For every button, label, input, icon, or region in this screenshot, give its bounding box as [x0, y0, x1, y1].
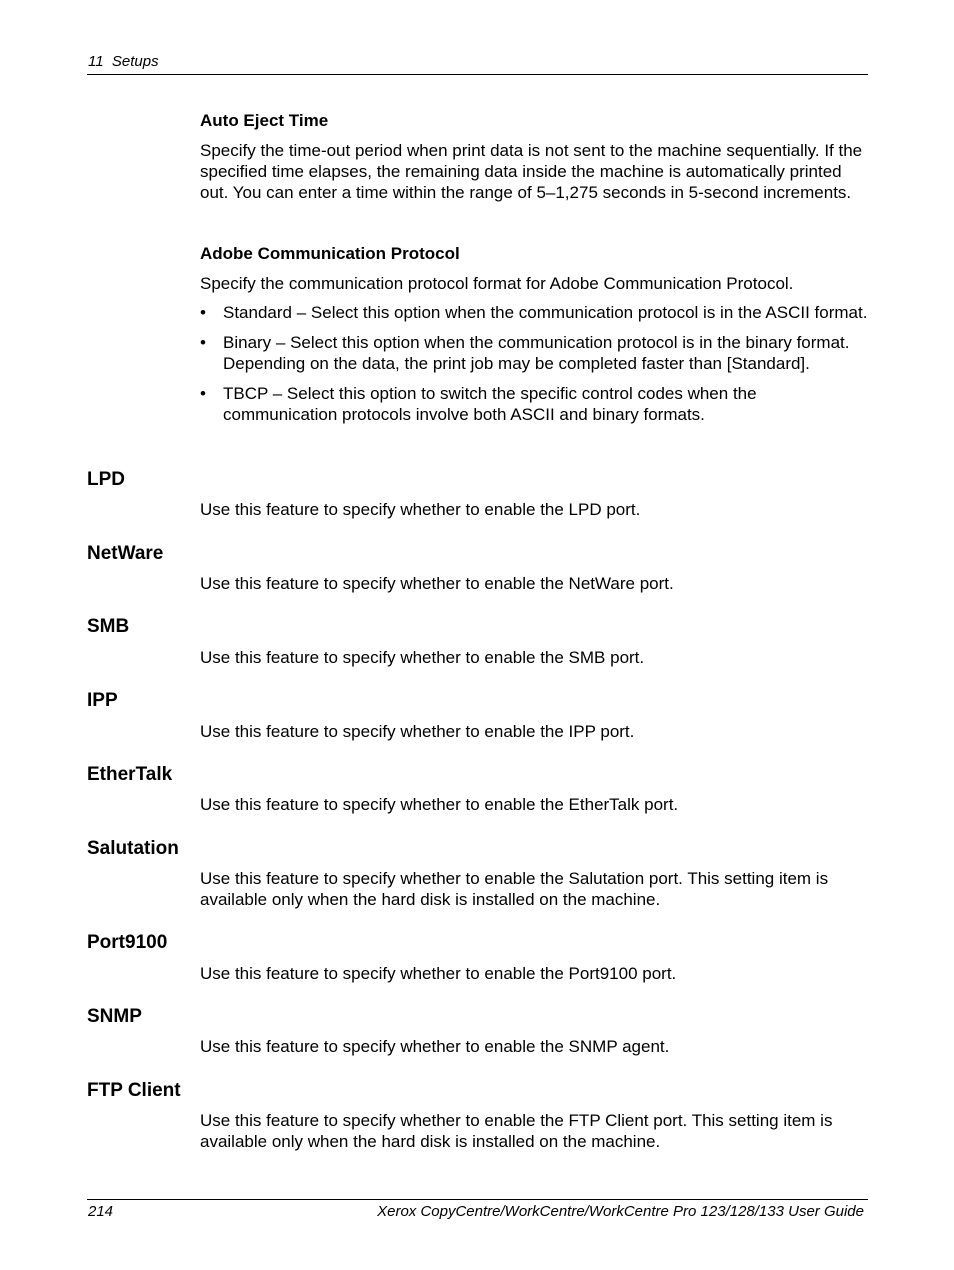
- subsection-adobe-protocol: [200, 243, 868, 294]
- bullet-icon: •: [200, 333, 206, 352]
- subsection-text: Specify the time-out period when print data is not sent to the machine sequentially. If the specified time elapses, the remaining data inside the machine is automatically printed out. You can enter a time within the range of 5–1,275 seconds in 5-second increments.: [200, 141, 863, 202]
- section-title-port9100: Port9100: [87, 932, 168, 953]
- section-text-salutation: Use this feature to specify whether to enable the Salutation port. This setting item is available only when the hard disk is installed on the machine.: [200, 869, 829, 909]
- protocol-options-list: [200, 302, 868, 434]
- list-item: [200, 332, 868, 374]
- page-header: [87, 52, 868, 75]
- section-title-lpd: LPD: [87, 469, 125, 490]
- section-text-netware: Use this feature to specify whether to enable the NetWare port.: [200, 574, 674, 593]
- section-title-salutation: Salutation: [87, 838, 179, 859]
- list-item-text: Binary – Select this option when the communication protocol is in the binary format. Depending on the data, the print job may be completed faster than [Standard].: [223, 333, 850, 373]
- bullet-icon: •: [200, 303, 206, 322]
- guide-title: Xerox CopyCentre/WorkCentre/WorkCentre Pro 123/128/133 User Guide: [377, 1203, 864, 1220]
- section-title-snmp: SNMP: [87, 1006, 142, 1027]
- subsection-title: Adobe Communication Protocol: [200, 244, 460, 263]
- list-item: [200, 302, 868, 323]
- subsection-title: Auto Eject Time: [200, 111, 329, 130]
- chapter-title: 11 Setups: [88, 53, 159, 70]
- list-item: [200, 383, 868, 425]
- section-text-smb: Use this feature to specify whether to enable the SMB port.: [200, 648, 645, 667]
- section-title-smb: SMB: [87, 616, 130, 637]
- section-text-snmp: Use this feature to specify whether to enable the SNMP agent.: [200, 1037, 670, 1056]
- section-text-lpd: Use this feature to specify whether to enable the LPD port.: [200, 500, 641, 519]
- section-title-netware: NetWare: [87, 543, 164, 564]
- page-number: 214: [88, 1203, 114, 1220]
- section-text-ipp: Use this feature to specify whether to enable the IPP port.: [200, 722, 635, 741]
- page-footer: [87, 1199, 868, 1224]
- section-title-ipp: IPP: [87, 690, 118, 711]
- subsection-text: Specify the communication protocol format for Adobe Communication Protocol.: [200, 274, 794, 293]
- section-text-ftp-client: Use this feature to specify whether to enable the FTP Client port. This setting item is available only when the hard disk is installed on the machine.: [200, 1111, 833, 1151]
- subsection-auto-eject-time: [200, 110, 868, 203]
- section-title-ethertalk: EtherTalk: [87, 764, 173, 785]
- list-item-text: Standard – Select this option when the communication protocol is in the ASCII format.: [223, 303, 868, 322]
- section-text-port9100: Use this feature to specify whether to enable the Port9100 port.: [200, 964, 677, 983]
- section-title-ftp-client: FTP Client: [87, 1080, 181, 1101]
- section-text-ethertalk: Use this feature to specify whether to enable the EtherTalk port.: [200, 795, 679, 814]
- list-item-text: TBCP – Select this option to switch the specific control codes when the communication protocols involve both ASCII and binary formats.: [223, 384, 757, 424]
- bullet-icon: •: [200, 384, 206, 403]
